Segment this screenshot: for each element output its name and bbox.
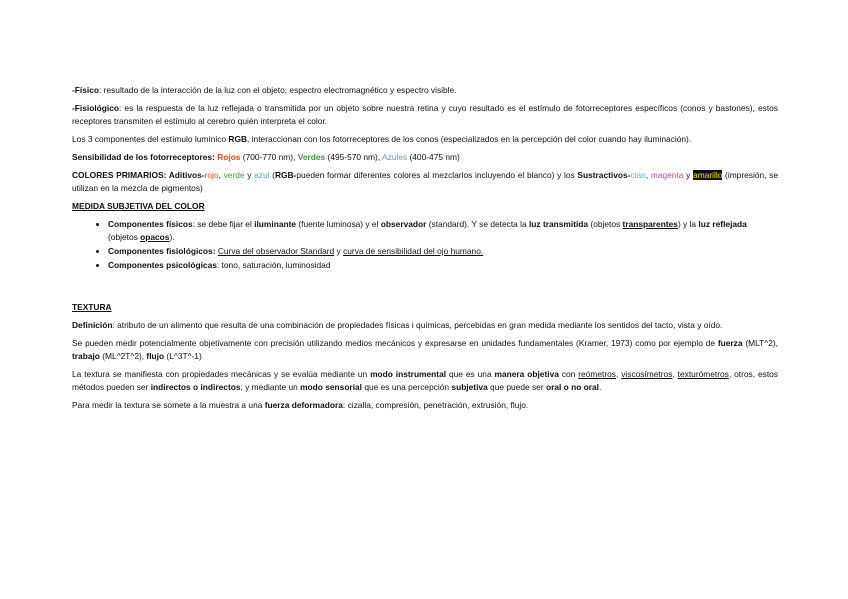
rgb-label: RGB-	[274, 170, 297, 180]
separator: y	[683, 170, 694, 180]
list-item	[108, 245, 778, 258]
para-medir-text: : cizalla, compresión, penetración, extrusión, flujo.	[342, 400, 529, 410]
document-body	[72, 84, 778, 417]
fisico-term: -Físico	[72, 85, 99, 95]
magenta-word: magenta	[650, 170, 684, 180]
rojos-label: Rojos	[217, 152, 241, 162]
azul-word: azul	[254, 170, 270, 180]
colores-primarios-text-2: (impresión, se utilizan en la mezcla de pigmentos)	[72, 170, 779, 193]
list-item-label: Componentes físicos	[108, 219, 193, 229]
separator: (	[269, 170, 275, 180]
amarillo-highlight: amarillo	[693, 170, 723, 180]
curva-sensibilidad-term: curva de sensibilidad del ojo humano.	[343, 246, 484, 256]
separator: ,	[615, 369, 622, 379]
medida-subjetiva-heading: MEDIDA SUBJETIVA DEL COLOR	[72, 201, 205, 211]
verde-word: verde	[223, 170, 245, 180]
list-item-text: ).	[169, 232, 175, 242]
subjetiva-term: subjetiva	[451, 382, 488, 392]
colores-primarios-label: COLORES PRIMARIOS: Aditivos-	[72, 170, 205, 180]
list-item-text: (objetos	[588, 219, 623, 229]
indirectos-term: indirectos o indirectos	[150, 382, 241, 392]
trabajo-term: trabajo	[72, 351, 100, 361]
rgb-term: RGB	[228, 134, 248, 144]
manifiesta-text: que puede ser	[487, 382, 546, 392]
fisico-text: : resultado de la interacción de la luz con el objeto; espectro electromagnético y espectro visible.	[99, 85, 457, 95]
azules-range: (400-475 nm)	[407, 152, 460, 162]
reometros-term: reómetros	[578, 369, 616, 379]
medir-text: Se pueden medir potencialmente objetivamente con precisión utilizando medios mecánicos y expresarse en unidades fundamentales (Kramer, 1973) como por ejemplo de	[72, 338, 718, 348]
list-item-text: : tono, saturación, luminosidad	[216, 260, 331, 270]
separator: ,	[645, 170, 651, 180]
list-item	[108, 259, 778, 272]
manifiesta-text: que es una percepción	[362, 382, 452, 392]
separator: y	[244, 170, 255, 180]
sustractivos-label: Sustractivos-	[577, 170, 631, 180]
medir-text: (L^3T^-1)	[164, 351, 202, 361]
oral-term: oral o no oral	[545, 382, 600, 392]
medir-text: (MLT^2),	[742, 338, 778, 348]
luz-reflejada-term: luz reflejada	[698, 219, 747, 229]
manifiesta-text: , otros, estos métodos pueden ser	[72, 369, 778, 392]
rojo-word: rojo	[204, 170, 219, 180]
fisiologico-term: -Fisiológico	[72, 103, 119, 113]
list-item-text: (standard). Y se detecta la	[426, 219, 529, 229]
definicion-text: : atributo de un alimento que resulta de una combinación de propiedades físicas i químicas, percebidas en gran medida mediante los sentidos del tacto, vista y oído.	[112, 320, 723, 330]
manifiesta-text: .	[599, 382, 602, 392]
medir-text: (ML^2T^2),	[99, 351, 147, 361]
separator: ,	[218, 170, 224, 180]
componentes-text: Los 3 componentes del estímulo lumínico	[72, 134, 229, 144]
manifiesta-text: ; y mediante un	[240, 382, 301, 392]
componentes-text-2: , interaccionan con los fotorreceptores de los conos (especializados en la percepción del color cuando hay iluminación).	[247, 134, 692, 144]
manifiesta-text: que es una	[446, 369, 495, 379]
rojos-range: (700-770 nm),	[240, 152, 298, 162]
textura-heading: TEXTURA	[72, 302, 112, 312]
flujo-term: flujo	[146, 351, 165, 361]
list-item-text: (objetos	[108, 232, 141, 242]
modo-instrumental-term: modo instrumental	[370, 369, 447, 379]
componentes-paragraph	[72, 133, 778, 146]
list-item-text: ) y la	[677, 219, 699, 229]
list-item	[108, 218, 778, 244]
list-item-label: Componentes fisiológicos:	[108, 246, 216, 256]
spacer	[72, 277, 778, 301]
iluminante-term: iluminante	[254, 219, 297, 229]
fuerza-term: fuerza	[717, 338, 743, 348]
luz-transmitida-term: luz transmitida	[528, 219, 589, 229]
verdes-range: (495-570 nm),	[325, 152, 383, 162]
list-item-text: (fuente luminosa) y el	[296, 219, 381, 229]
modo-sensorial-term: modo sensorial	[300, 382, 363, 392]
observador-term: observador	[380, 219, 427, 229]
manifiesta-paragraph	[72, 368, 778, 394]
medir-paragraph	[72, 337, 778, 363]
verdes-label: Verdes	[297, 152, 326, 162]
viscosimetros-term: viscosímetros	[621, 369, 673, 379]
fisiologico-paragraph	[72, 102, 778, 128]
para-medir-paragraph	[72, 399, 778, 412]
cian-word: cian	[630, 170, 646, 180]
manera-objetiva-term: manera objetiva	[494, 369, 559, 379]
sensibilidad-paragraph	[72, 151, 778, 164]
list-item-label: Componentes psicológicas	[108, 260, 217, 270]
separator: ,	[672, 369, 678, 379]
fisiologico-text: : es la respuesta de la luz reflejada o transmitida por un objeto sobre nuestra retina y cuyo resultado es el estímulo de fotorreceptores específicos (conos y bastones), estos receptores transmiten el estímulo al cerebro quién interpreta el color.	[72, 103, 778, 126]
list-item-text: : se debe fijar el	[192, 219, 255, 229]
fuerza-deformadora-term: fuerza deformadora	[264, 400, 343, 410]
curva-observador-term: Curva del observador Standard	[217, 246, 335, 256]
opacos-term: opacos	[140, 232, 170, 242]
definicion-term: Definición	[72, 320, 113, 330]
texturometros-term: texturómetros	[677, 369, 729, 379]
manifiesta-text: La textura se manifiesta con propiedades mecánicas y se evalúa mediante un	[72, 369, 371, 379]
azules-label: Azules	[382, 152, 408, 162]
sensibilidad-label: Sensibilidad de los fotorreceptores:	[72, 152, 218, 162]
transparentes-term: transparentes	[622, 219, 678, 229]
colores-primarios-text: pueden formar diferentes colores al mezclarlos incluyendo el blanco) y los	[296, 170, 578, 180]
componentes-list	[72, 218, 778, 272]
separator: y	[334, 246, 344, 256]
colores-primarios-paragraph	[72, 169, 778, 195]
para-medir-text: Para medir la textura se somete a la muestra a una	[72, 400, 265, 410]
definicion-paragraph	[72, 319, 778, 332]
manifiesta-text: con	[558, 369, 579, 379]
fisico-paragraph	[72, 84, 778, 97]
